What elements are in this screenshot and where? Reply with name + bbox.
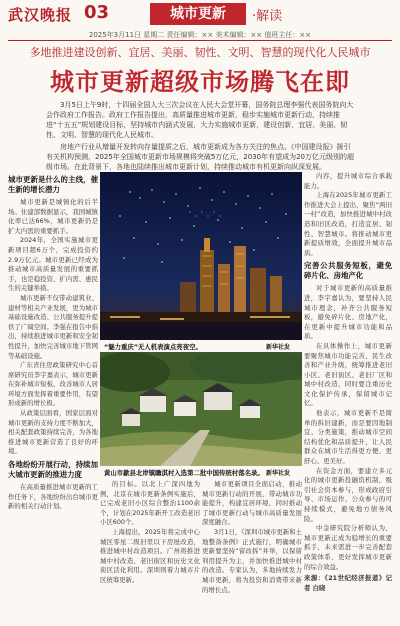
lead-paragraph: 房地产行业从增量开发转向存量提质之后，城市更新成为各方关注的焦点。《中国建设报》援引有关机构预测，2025年全国城市更新市场规模将突破5万亿元，2030年有望成为20万亿元级别的超级市场。在此背景下，各地也陆续推出城市更新计划，持续推动城市有机更新向纵深发展。 [46, 143, 354, 171]
lead-paragraph: 3月5日上午9时，十四届全国人大三次会议在人民大会堂开幕，国务院总理李强代表国务院向大会作政府工作报告。政府工作报告提出，高质量推进城市更新，稳步实施城市更新行动，持续推进“十五五”规划建设目标，坚持城市内涵式发展，大力实施城市更新，建设创新、宜居、美丽、韧性、文明、智慧的现代化人民城市。 [46, 101, 354, 139]
paragraph: 城市更新不仅带动建筑业、建材等相关产业发展，更为城市基础设施改造、公共服务提升提供了广阔空间。李强在报告中指出，持续推进城市更新和安全韧性提升，加快完善城市地下管网等基础设施。 [8, 293, 98, 360]
paragraph: 在高质量推进城市更新的工作任务下，各地纷纷出台城市更新的相关行动计划。 [8, 483, 98, 511]
paragraph: 内容，提升城市综合承载能力。 [304, 172, 392, 190]
paragraph: 在具体操作上，城市更新要聚焦城市功能完善、民生改善和产业升级，统筹推进老旧小区、老旧街区、老旧厂区和城中村改造，同时要注重历史文化保护传承，保留城市记忆。 [304, 341, 392, 408]
photo-credit: 新华社发 [266, 470, 291, 477]
paragraph: 的目标。以北上广深四地为例，北京在城市更新条例实施后，已完成老旧小区综合整治1100余个，计划在2025年新开工改造老旧小区600个。 [100, 480, 200, 527]
photo-caption: 黄山市歙县北岸镇瞻淇村入选第二批中国传统村落名录。 [104, 469, 264, 477]
section-subtitle: ·解读 [252, 9, 283, 24]
paragraph: 城市更新是城镇化的后半场。住建部数据显示，我国城镇化率已达66%，城市更新仍是扩大内需的重要抓手。 [8, 198, 98, 235]
photo-village [100, 352, 302, 466]
column-left [8, 172, 98, 620]
paragraph: 他表示，城市更新不是简单的拆旧建新，而是要因地制宜、分类施策，推动城市空间结构优化和品质提升，让人民群众在城市生活得更方便、更舒心、更美好。 [304, 409, 392, 466]
subheading: 城市更新是什么的主线，催生新的增长潜力 [8, 175, 98, 194]
dateline: 2025年3月11日 星期二 责任编辑：×× 美术编辑：×× 值班主任：×× [88, 31, 312, 39]
paragraph: 上海提出，2025年将完成中心城区零星二级旧里以下房屋改造，推进城中村改造项目。广州将推进城中村改造、老旧街区和历史文化街区活化利用。深圳则着力城市片区统筹更新。 [100, 527, 200, 584]
paragraph: 广东省住房政策研究中心首席研究员李宇嘉表示，城市更新在弥补城市短板、改善城市人居环境方面发挥着重要作用，有望形成新的增长极。 [8, 361, 98, 408]
newspaper-brand: 武汉晚报 [8, 6, 73, 24]
subheading: 各地纷纷开展行动，持续加大城市更新的推进力度 [8, 460, 98, 480]
column-bottom-1 [100, 480, 200, 620]
section-title: 城市更新 [150, 3, 246, 25]
paragraph: 上海在2025年城市更新工作推进大会上提出，聚焦“两旧一村”改造，加快推进城中村改造和旧区改造，打造宜居、韧性、智慧城市。将推动城市更新提质增效，全面提升城市品质。 [304, 191, 392, 257]
source-note: 来源：《21世纪经济报道》记者 白晓 [304, 574, 392, 592]
paragraph: 城市更新项目全面启动，推动城市更新行动的开展，带动城市功能提升，构建宜居环境，同时推动了城市更新行动与城市高质量发展深度融合。 [202, 480, 302, 527]
paragraph: 2024年，全国实施城市更新项目超6万个，完成投资约2.9万亿元。城市更新已经成为推动城市高质量发展的重要抓手，也是稳投资、扩内需、惠民生的关键举措。 [8, 236, 98, 293]
column-right [304, 172, 392, 620]
photo-caption: “魅力重庆”无人机表演点亮夜空。 [104, 343, 202, 351]
paragraph: 对于城市更新的高质量推进，李宇嘉认为，要坚持人民城市理念，补齐公共服务短板，避免碎片化、房地产化，在更新中提升城市功能和品质。 [304, 284, 392, 341]
kicker-headline: 多地推进建设创新、宜居、美丽、韧性、文明、智慧的现代化人民城市 [29, 46, 371, 59]
photo-drone-show [100, 172, 302, 340]
paragraph: 3月1日，《深圳市城市更新和土地整备条例》正式施行，明确城市更新要坚持“留改拆”并举，以保留利用提升为主，并加快推进城中村的改造。专家认为，多地持续发力城市更新，将为投资和消费带来新的增长点。 [202, 527, 302, 594]
masthead [0, 0, 400, 28]
page-number: 03 [84, 2, 110, 23]
lead-paragraphs [46, 100, 354, 174]
photo-credit: 新华社发 [266, 344, 291, 351]
column-bottom-2 [202, 480, 302, 620]
header-rule [8, 40, 392, 41]
main-headline: 城市更新超级市场腾飞在即 [50, 68, 350, 96]
paragraph: 中金研究院分析师认为，城市更新正成为稳增长的重要抓手，未来需进一步完善配套政策体系，更好发挥城市更新的综合效益。 [304, 524, 392, 571]
village-image [100, 352, 302, 466]
paragraph: 从政策层面看，国家层面对城市更新的支持力度不断加大，相关配套政策持续完善，为各地推进城市更新营造了良好的环境。 [8, 409, 98, 456]
paragraph: 在资金方面，要建立多元化的城市更新投融资机制，吸引社会资本参与，形成政府引导、市场运作、公众参与的可持续模式，避免地方债务风险。 [304, 466, 392, 523]
drone-show-image [100, 172, 302, 340]
subheading: 完善公共服务短板，避免碎片化、房地产化 [304, 261, 392, 281]
